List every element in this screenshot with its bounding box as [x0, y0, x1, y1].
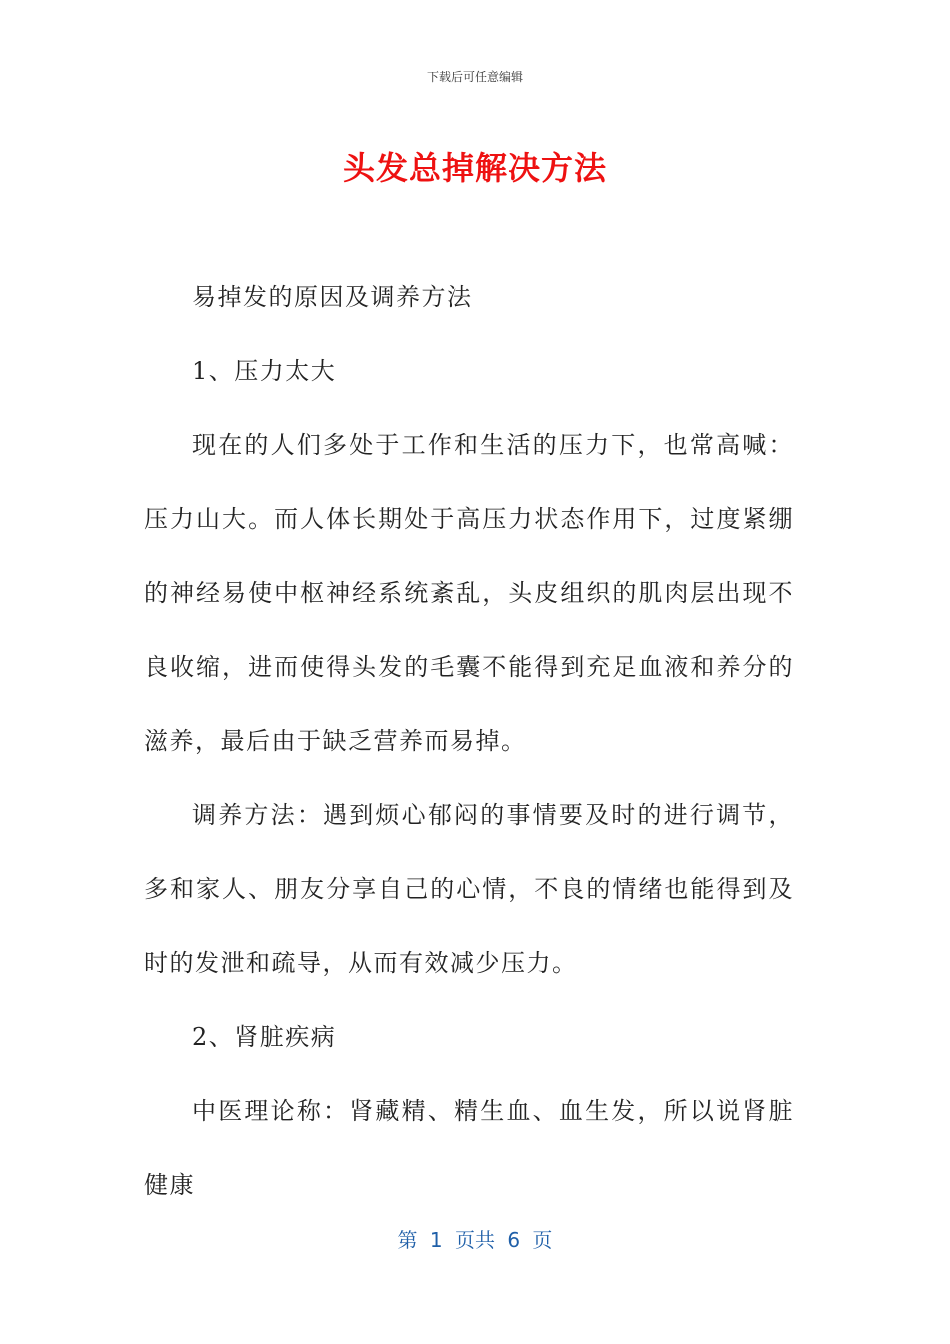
paragraph-stress-remedy: 调养方法：遇到烦心郁闷的事情要及时的进行调节，多和家人、朋友分享自己的心情，不良的情绪也能得到及时的发泄和疏导，从而有效减少压力。: [144, 801, 794, 977]
paragraph-stress-cause: 现在的人们多处于工作和生活的压力下，也常高喊：压力山大。而人体长期处于高压力状态作用下，过度紧绷的神经易使中枢神经系统紊乱，头皮组织的肌肉层出现不良收缩，进而使得头发的毛囊不能得到充足血液和养分的滋养，最后由于缺乏营养而易掉。: [144, 431, 794, 755]
page-footer: [0, 1224, 950, 1253]
document-title: 头发总掉解决方法: [342, 149, 607, 187]
subsection-heading-kidney: 2、肾脏疾病: [192, 1023, 337, 1051]
paragraph-kidney-theory: 中医理论称：肾藏精、精生血、血生发，所以说肾脏健康: [144, 1097, 794, 1199]
document-body: [144, 260, 794, 1222]
subsection-heading-stress: 1、压力太大: [192, 357, 337, 385]
page-number: 第 1 页共 6 页: [397, 1228, 553, 1252]
header-note: 下载后可任意编辑: [426, 70, 523, 84]
section-heading: 易掉发的原因及调养方法: [192, 283, 473, 311]
